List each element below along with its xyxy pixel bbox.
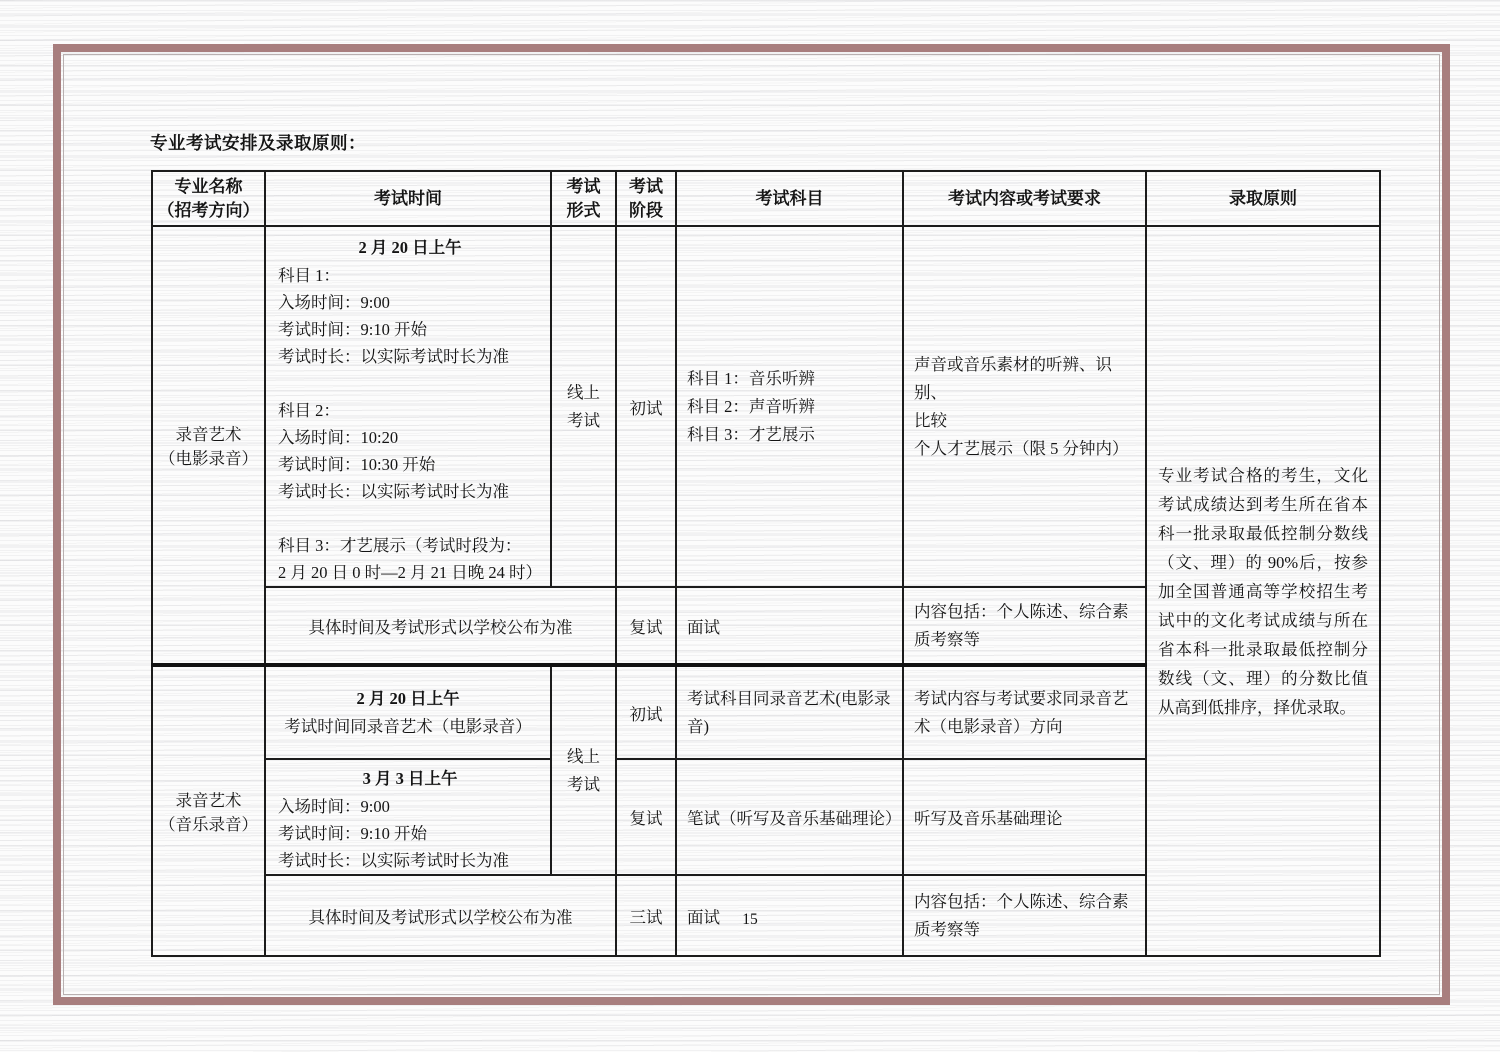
major-line1: 录音艺术 — [175, 791, 242, 810]
page-number: 15 — [742, 911, 758, 928]
header-form-line2: 形式 — [566, 200, 601, 220]
subject-line: 科目 3：才艺展示 — [687, 424, 815, 444]
header-cell-exam-form — [551, 171, 616, 226]
subject-interview-cell: 面试 — [676, 587, 903, 665]
major-line2: （音乐录音） — [159, 815, 258, 834]
time-line: 科目 3：才艺展示（考试时段为： — [278, 536, 522, 555]
doc-title: 专业考试安排及录取原则： — [150, 133, 366, 153]
subject-list-cell — [676, 226, 903, 587]
content-requirements-cell — [903, 226, 1146, 587]
subject-written-test-cell: 笔试（听写及音乐基础理论） — [676, 759, 903, 875]
time-announced-by-school-cell: 具体时间及考试形式以学校公布为准 — [265, 587, 616, 665]
time-line: 入场时间：10:20 — [278, 428, 399, 447]
header-stage-line2: 阶段 — [629, 200, 663, 220]
subject-line: 科目 1：音乐听辨 — [687, 368, 815, 388]
exam-date: 2 月 20 日上午 — [356, 689, 460, 708]
stage-third-round: 三试 — [616, 875, 676, 956]
time-line: 考试时长：以实际考试时长为准 — [278, 851, 509, 870]
stage-second-round: 复试 — [616, 587, 676, 665]
header-cell-exam-content: 考试内容或考试要求 — [903, 171, 1146, 226]
header-row — [152, 171, 1380, 226]
time-line: 入场时间：9:00 — [278, 293, 390, 312]
major-line1: 录音艺术 — [175, 425, 242, 444]
exam-form-cell — [551, 226, 616, 587]
stage-second-round: 复试 — [616, 759, 676, 875]
subject-interview-cell: 面试 — [676, 875, 903, 956]
header-form-line1: 考试 — [566, 176, 601, 196]
exam-date: 3 月 3 日上午 — [362, 769, 458, 788]
form-line2: 考试 — [567, 774, 600, 794]
header-major-line1: 专业名称 — [174, 176, 243, 196]
content-line: 声音或音乐素材的听辨、识别、 — [914, 354, 1112, 402]
time-rowA-cell — [265, 665, 551, 759]
time-line: 考试时长：以实际考试时长为准 — [278, 482, 509, 501]
time-line: 考试时间：9:10 开始 — [278, 824, 427, 843]
form-line1: 线上 — [567, 382, 600, 402]
stage-first-round: 初试 — [616, 226, 676, 587]
time-line: 考试时长：以实际考试时长为准 — [278, 347, 509, 366]
stage-first-round: 初试 — [616, 665, 676, 759]
content-interview-cell: 内容包括：个人陈述、综合素质考察等 — [903, 875, 1146, 956]
header-cell-exam-time: 考试时间 — [265, 171, 551, 226]
time-line: 考试时间：9:10 开始 — [278, 320, 427, 339]
header-stage-line1: 考试 — [629, 176, 663, 196]
header-cell-major — [152, 171, 265, 226]
subject-line: 科目 2：声音听辨 — [687, 396, 815, 416]
time-line: 科目 1： — [278, 266, 340, 285]
content-dictation-cell: 听写及音乐基础理论 — [903, 759, 1146, 875]
major-name-film-recording — [152, 226, 265, 665]
exam-schedule-table — [151, 170, 1381, 957]
content-interview-cell: 内容包括：个人陈述、综合素质考察等 — [903, 587, 1146, 665]
header-cell-exam-stage — [616, 171, 676, 226]
header-major-line2: （招考方向） — [157, 200, 260, 220]
time-announced-by-school-cell: 具体时间及考试形式以学校公布为准 — [265, 875, 616, 956]
time-line: 入场时间：9:00 — [278, 797, 390, 816]
exam-form-cell — [551, 665, 616, 875]
form-line2: 考试 — [567, 410, 600, 430]
content-line: 个人才艺展示（限 5 分钟内） — [914, 438, 1129, 458]
content-line: 比较 — [914, 410, 947, 430]
time-line: 考试时间：10:30 开始 — [278, 455, 436, 474]
major-name-music-recording — [152, 665, 265, 956]
content-same-as-film-cell: 考试内容与考试要求同录音艺术（电影录音）方向 — [903, 665, 1146, 759]
time-line: 科目 2： — [278, 401, 340, 420]
time-line-spacer — [278, 505, 542, 532]
exam-date: 2 月 20 日上午 — [358, 238, 462, 257]
subject-same-as-film-cell: 考试科目同录音艺术(电影录音) — [676, 665, 903, 759]
time-line: 2 月 20 日 0 时—2 月 21 日晚 24 时） — [278, 563, 542, 582]
time-rowB-cell — [265, 759, 551, 875]
header-cell-admission-principle: 录取原则 — [1146, 171, 1380, 226]
form-line1: 线上 — [567, 746, 600, 766]
time-note: 考试时间同录音艺术（电影录音） — [284, 717, 532, 736]
time-line-spacer — [278, 370, 542, 397]
admission-principle-cell: 专业考试合格的考生，文化考试成绩达到考生所在省本科一批录取最低控制分数线（文、理）的 90%后，按参加全国普通高等学校招生考试中的文化考试成绩与所在省本科一批录取最低控制分数线（文、理）的分数比值从高到低排序，择优录取。 — [1146, 226, 1380, 956]
section1-row1 — [152, 226, 1380, 587]
header-cell-exam-subject: 考试科目 — [676, 171, 903, 226]
time-detail-cell — [265, 226, 551, 587]
major-line2: （电影录音） — [159, 449, 258, 468]
